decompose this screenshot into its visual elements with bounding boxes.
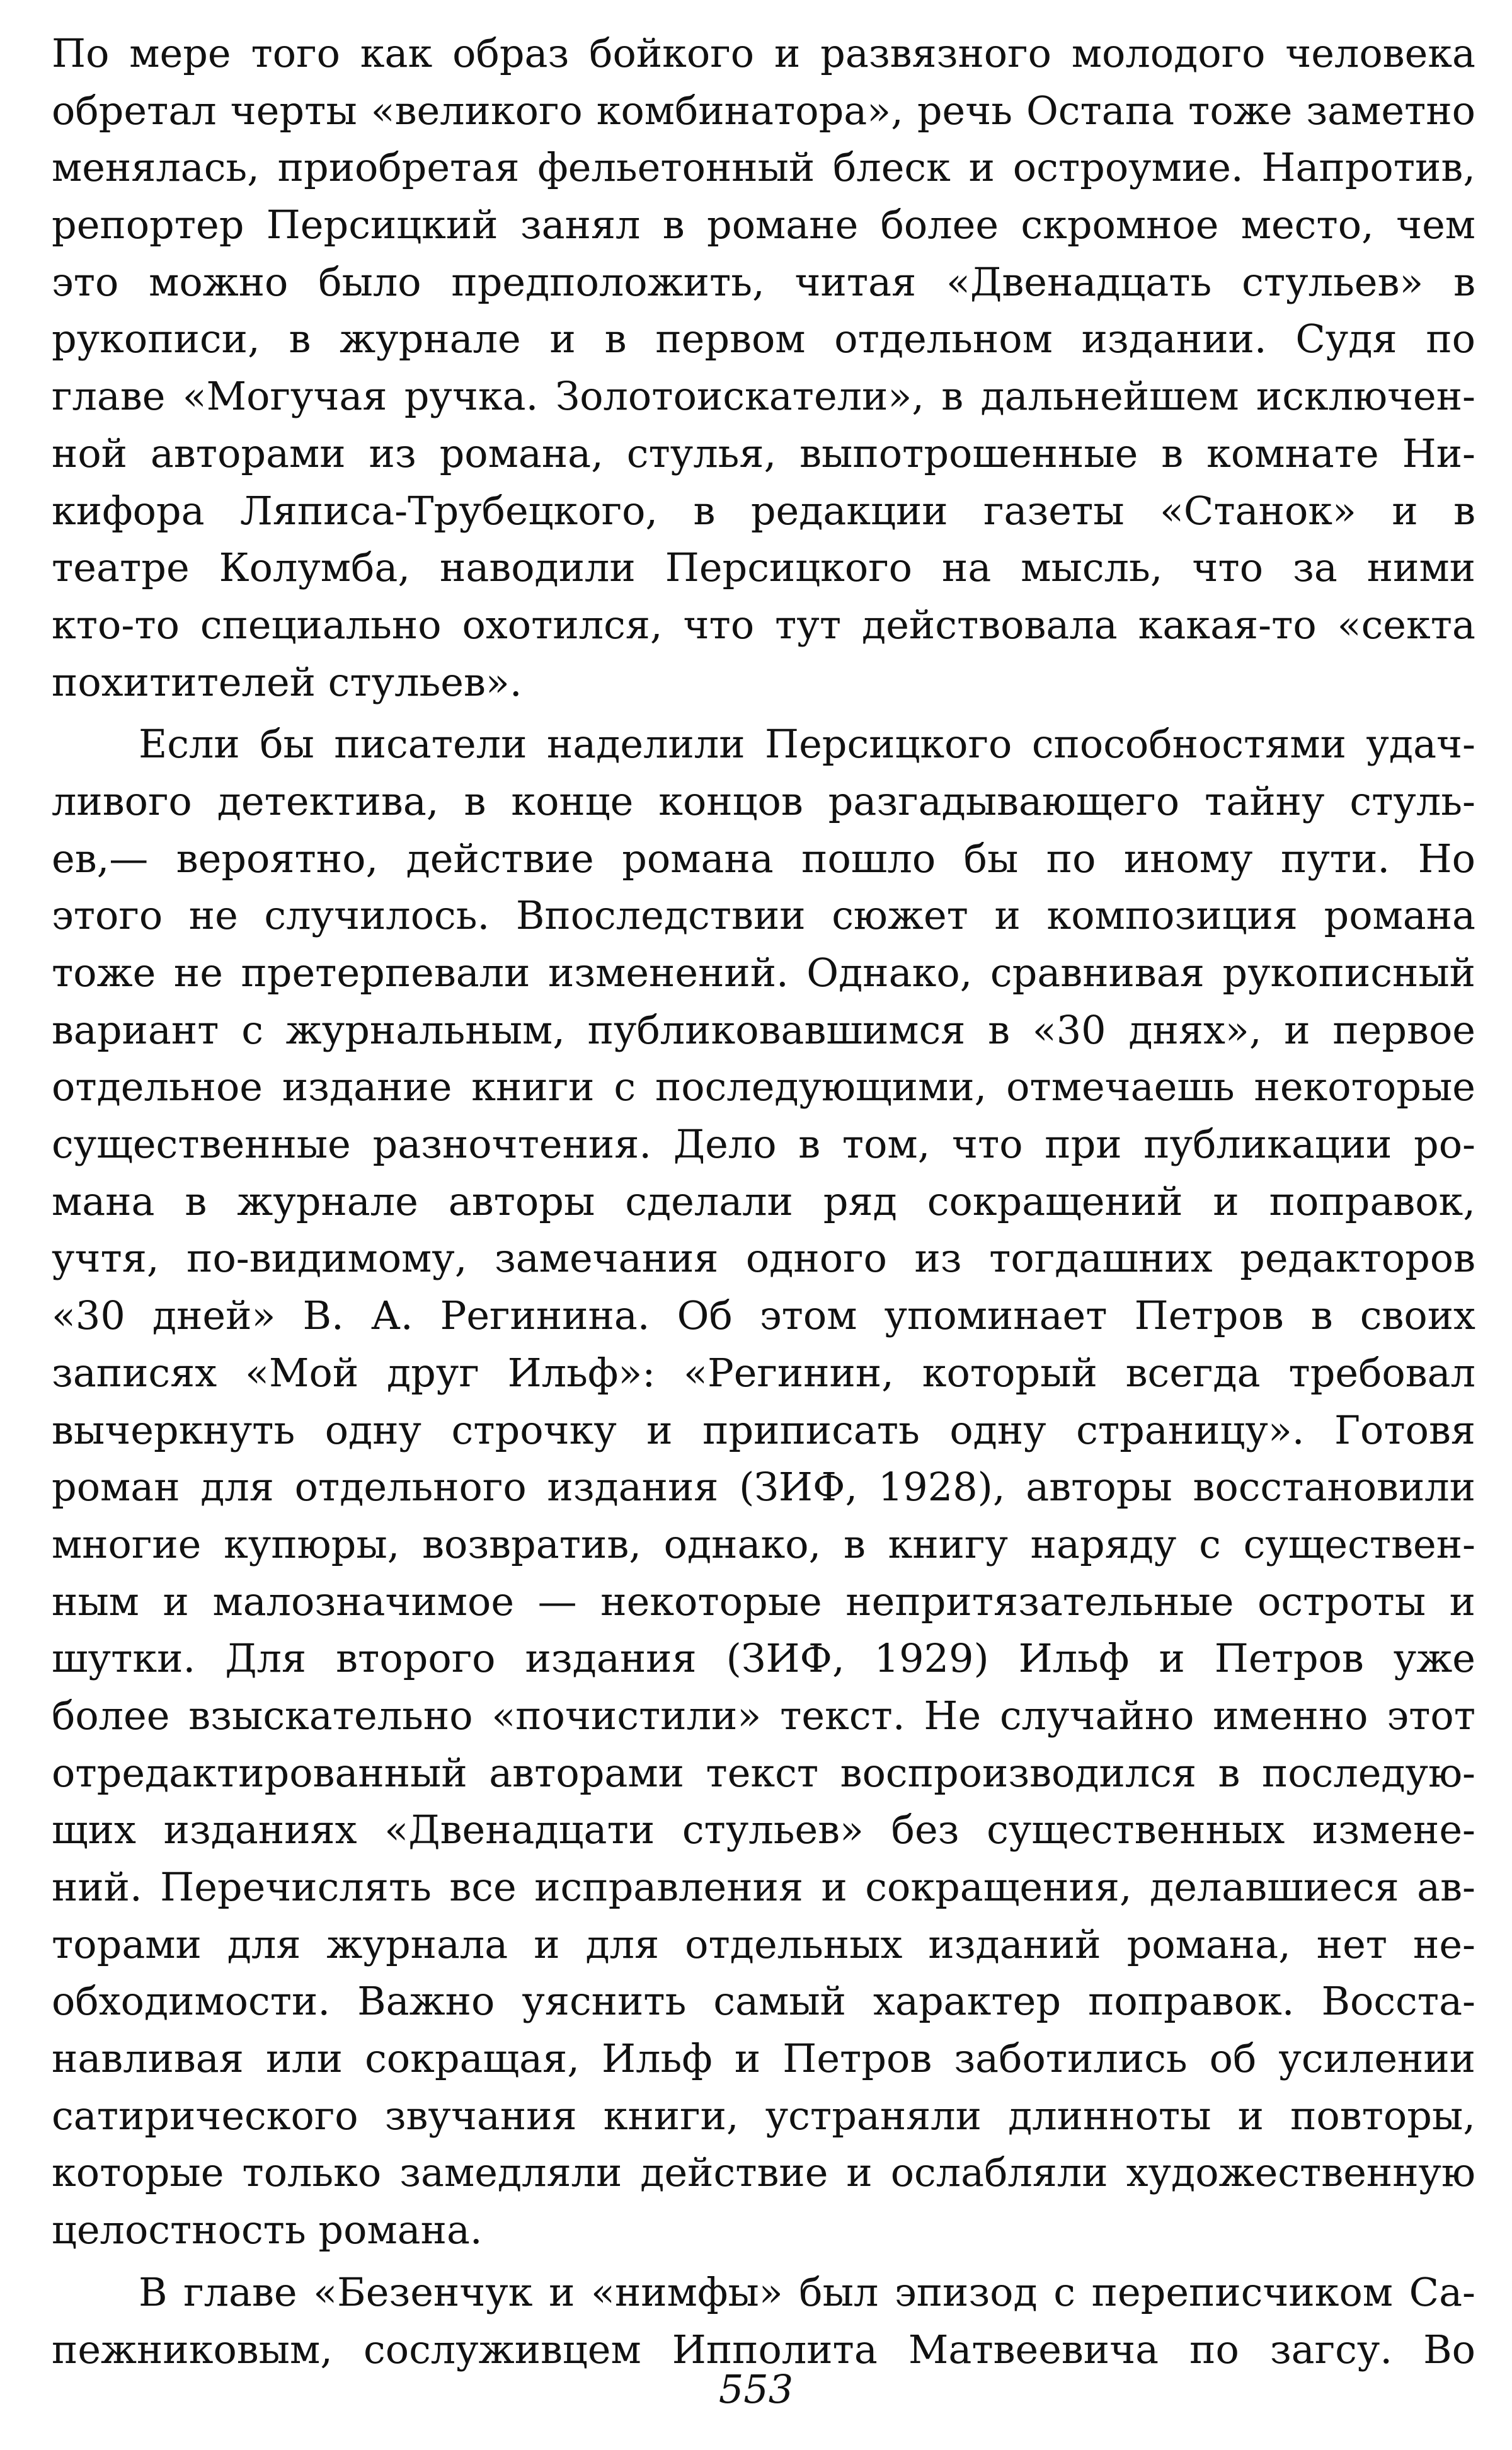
paragraph-3 [52, 2264, 1475, 2378]
text-line: этого не случилось. Впоследствии сюжет и композиция романа [52, 892, 1475, 939]
text-line: мана в журнале авторы сделали ряд сокращений и поправок, [52, 1178, 1475, 1224]
paragraph-1 [52, 25, 1475, 711]
text-line: записях «Мой друг Ильф»: «Регинин, который всегда требовал [52, 1349, 1475, 1396]
page-body [52, 25, 1475, 2378]
page-number: 553 [718, 2366, 794, 2412]
text-line: ным и малозначимое — некоторые непритязательные остроты и [52, 1578, 1475, 1625]
text-line: шутки. Для второго издания (ЗИФ, 1929) Ильф и Петров уже [52, 1635, 1475, 1682]
text-line: В главе «Безенчук и «нимфы» был эпизод с переписчиком Са- [139, 2269, 1475, 2315]
text-line: «30 дней» В. А. Регинина. Об этом упоминает Петров в своих [52, 1292, 1475, 1339]
text-line: отредактированный авторами текст воспроизводился в последую- [52, 1749, 1475, 1796]
text-line: менялась, приобретая фельетонный блеск и остроумие. Напротив, [52, 144, 1475, 191]
text-line: рукописи, в журнале и в первом отдельном издании. Судя по [52, 316, 1475, 362]
paragraph-2 [52, 716, 1475, 2259]
text-line: навливая или сокращая, Ильф и Петров заботились об усилении [52, 2035, 1475, 2082]
text-line: существенные разночтения. Дело в том, что при публикации ро- [52, 1121, 1475, 1168]
text-line: которые только замедляли действие и ослабляли художественную [52, 2149, 1475, 2196]
text-line: роман для отдельного издания (ЗИФ, 1928), авторы восстановили [52, 1464, 1475, 1510]
text-line: ний. Перечислять все исправления и сокращения, делавшиеся ав- [52, 1864, 1475, 1910]
text-line: кто-то специально охотился, что тут действовала какая-то «секта [52, 601, 1475, 648]
text-line: пежниковым, сослуживцем Ипполита Матвеевича по загсу. Во [52, 2326, 1475, 2372]
text-line: обретал черты «великого комбинатора», речь Остапа тоже заметно [52, 87, 1475, 134]
text-line: По мере того как образ бойкого и развязного молодого человека [52, 30, 1475, 76]
text-line: ливого детектива, в конце концов разгадывающего тайну стуль- [52, 778, 1475, 824]
text-line: более взыскательно «почистили» текст. Не случайно именно этот [52, 1692, 1475, 1739]
text-line: целостность романа. [52, 2207, 483, 2253]
text-line: ев,— вероятно, действие романа пошло бы по иному пути. Но [52, 835, 1475, 882]
text-line: обходимости. Важно уяснить самый характер поправок. Восста- [52, 1978, 1475, 2025]
text-line: торами для журнала и для отдельных изданий романа, нет не- [52, 1921, 1475, 1967]
text-line: это можно было предположить, читая «Двенадцать стульев» в [52, 258, 1475, 305]
text-line: многие купюры, возвратив, однако, в книгу наряду с существен- [52, 1521, 1475, 1567]
text-line: вычеркнуть одну строчку и приписать одну страницу». Готовя [52, 1406, 1475, 1453]
text-line: учтя, по-видимому, замечания одного из тогдашних редакторов [52, 1235, 1475, 1282]
text-line: тоже не претерпевали изменений. Однако, сравнивая рукописный [52, 950, 1475, 996]
text-line: щих изданиях «Двенадцати стульев» без существенных измене- [52, 1807, 1475, 1853]
text-line: ной авторами из романа, стулья, выпотрошенные в комнате Ни- [52, 430, 1475, 476]
text-line: похитителей стульев». [52, 659, 522, 705]
text-line: Если бы писатели наделили Персицкого способностями удач- [139, 721, 1475, 768]
text-line: отдельное издание книги с последующими, отмечаешь некоторые [52, 1064, 1475, 1110]
text-line: репортер Персицкий занял в романе более скромное место, чем [52, 202, 1475, 248]
text-line: сатирического звучания книги, устраняли длинноты и повторы, [52, 2092, 1475, 2139]
text-line: театре Колумба, наводили Персицкого на мысль, что за ними [52, 544, 1475, 591]
text-line: вариант с журнальным, публиковавшимся в «30 днях», и первое [52, 1006, 1475, 1053]
text-line: кифора Ляписа-Трубецкого, в редакции газеты «Станок» и в [52, 487, 1475, 534]
text-line: главе «Могучая ручка. Золотоискатели», в дальнейшем исключен- [52, 373, 1475, 420]
